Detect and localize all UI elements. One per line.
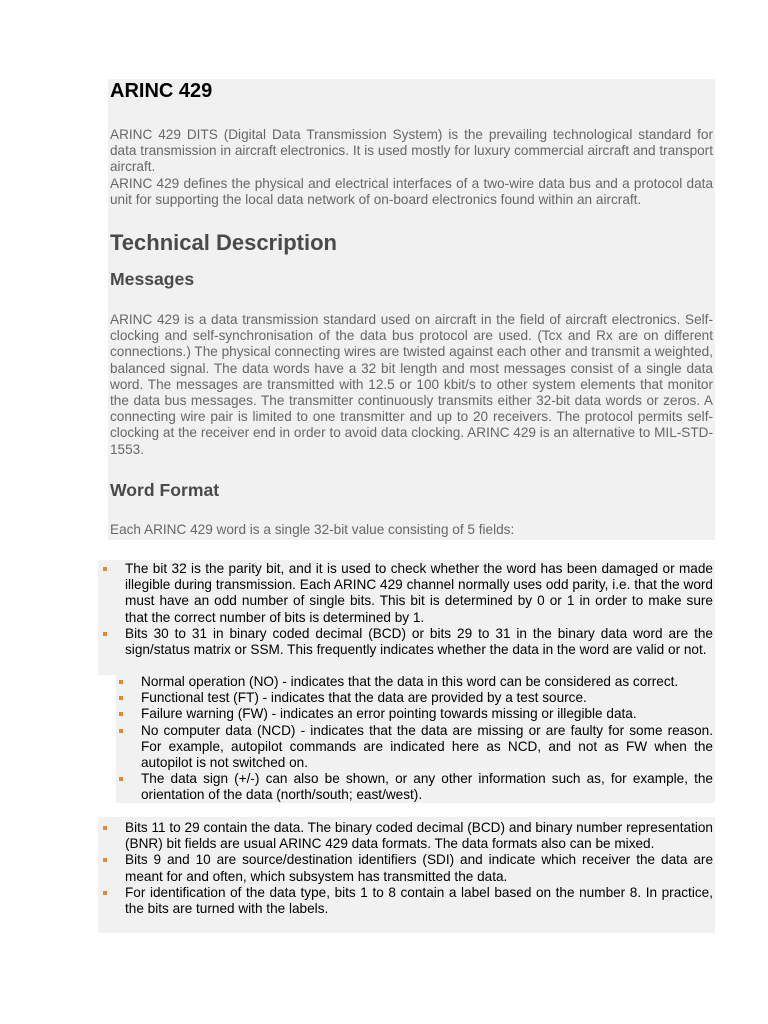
list-item xyxy=(141,771,713,803)
list-item-text: Functional test (FT) - indicates that the data are provided by a test source. xyxy=(141,690,587,706)
subsection-heading-messages: Messages xyxy=(110,269,195,289)
bullet-icon xyxy=(103,632,107,636)
subsection-heading-word-format: Word Format xyxy=(110,480,220,500)
document-title: ARINC 429 xyxy=(110,80,213,102)
list-item xyxy=(141,690,713,706)
list-item xyxy=(141,723,713,772)
section-heading-technical-description: Technical Description xyxy=(110,230,337,255)
list-item xyxy=(125,852,713,884)
list-item xyxy=(141,674,713,690)
bullet-icon xyxy=(119,680,123,684)
list-item xyxy=(125,885,713,917)
list-item xyxy=(125,626,713,658)
bullet-icon xyxy=(119,777,123,781)
bullet-icon xyxy=(119,696,123,700)
list-item xyxy=(141,706,713,722)
word-format-intro: Each ARINC 429 word is a single 32-bit value consisting of 5 fields: xyxy=(110,522,515,537)
bullet-icon xyxy=(119,712,123,716)
messages-paragraph: ARINC 429 is a data transmission standard used on aircraft in the field of aircraft electronics. Self-clocking and self-synchronisation of the data bus protocol are used. (Tcx and Rx are on different connections.) The physical connecting wires are twisted against each other and transmit a weighted, balanced signal. The data words have a 32 bit length and most messages consist of a single data word. The messages are transmitted with 12.5 or 100 kbit/s to other system elements that monitor the data bus messages. The transmitter continuously transmits either 32-bit data words or zeros. A connecting wire pair is limited to one transmitter and up to 20 receivers. The protocol permits self-clocking at the receiver end in order to avoid data clocking. ARINC 429 is an alternative to MIL-STD-1553. xyxy=(110,312,713,457)
bullet-icon xyxy=(103,567,107,571)
bullet-icon xyxy=(119,729,123,733)
list-item-text: Bits 9 and 10 are source/destination identifiers (SDI) and indicate which receiver the data are meant for and often, which subsystem has transmitted the data. xyxy=(125,852,713,884)
list-item-text: The data sign (+/-) can also be shown, or any other information such as, for example, the orientation of the data (north/south; east/west). xyxy=(141,771,713,803)
field-list-a xyxy=(125,561,713,658)
list-item-text: Normal operation (NO) - indicates that the data in this word can be considered as correct. xyxy=(141,674,679,689)
list-item-text: Bits 11 to 29 contain the data. The binary coded decimal (BCD) and binary number representation (BNR) bit fields are usual ARINC 429 data formats. The data formats also can be mixed. xyxy=(125,820,713,852)
field-list-b xyxy=(125,820,713,917)
ssm-sublist xyxy=(141,674,713,804)
list-item xyxy=(125,561,713,626)
list-item-text: For identification of the data type, bits 1 to 8 contain a label based on the number 8. In practice, the bits are turned with the labels. xyxy=(125,884,713,917)
list-item-text: No computer data (NCD) - indicates that the data are missing or are faulty for some reason. For example, autopilot commands are indicated here as NCD, and not as FW when the autopilot is not switched on. xyxy=(141,722,713,771)
list-item-text: The bit 32 is the parity bit, and it is used to check whether the word has been damaged or made illegible during transmission. Each ARINC 429 channel normally uses odd parity, i.e. that the word must have an odd number of single bits. This bit is determined by 0 or 1 in order to make sure that the correct number of bits is determined by 1. xyxy=(125,561,713,625)
list-item xyxy=(125,820,713,852)
bullet-icon xyxy=(103,858,107,862)
bullet-icon xyxy=(103,826,107,830)
bullet-icon xyxy=(103,891,107,895)
intro-paragraph-1: ARINC 429 DITS (Digital Data Transmission System) is the prevailing technological standard for data transmission in aircraft electronics. It is used mostly for luxury commercial aircraft and transport aircraft. xyxy=(110,127,713,175)
list-item-text: Failure warning (FW) - indicates an error pointing towards missing or illegible data. xyxy=(141,706,637,722)
list-item-text: Bits 30 to 31 in binary coded decimal (BCD) or bits 29 to 31 in the binary data word are the sign/status matrix or SSM. This frequently indicates whether the data in the word are valid or not. xyxy=(125,625,713,658)
intro-paragraph-2: ARINC 429 defines the physical and electrical interfaces of a two-wire data bus and a protocol data unit for supporting the local data network of on-board electronics found within an aircraft. xyxy=(110,175,713,207)
